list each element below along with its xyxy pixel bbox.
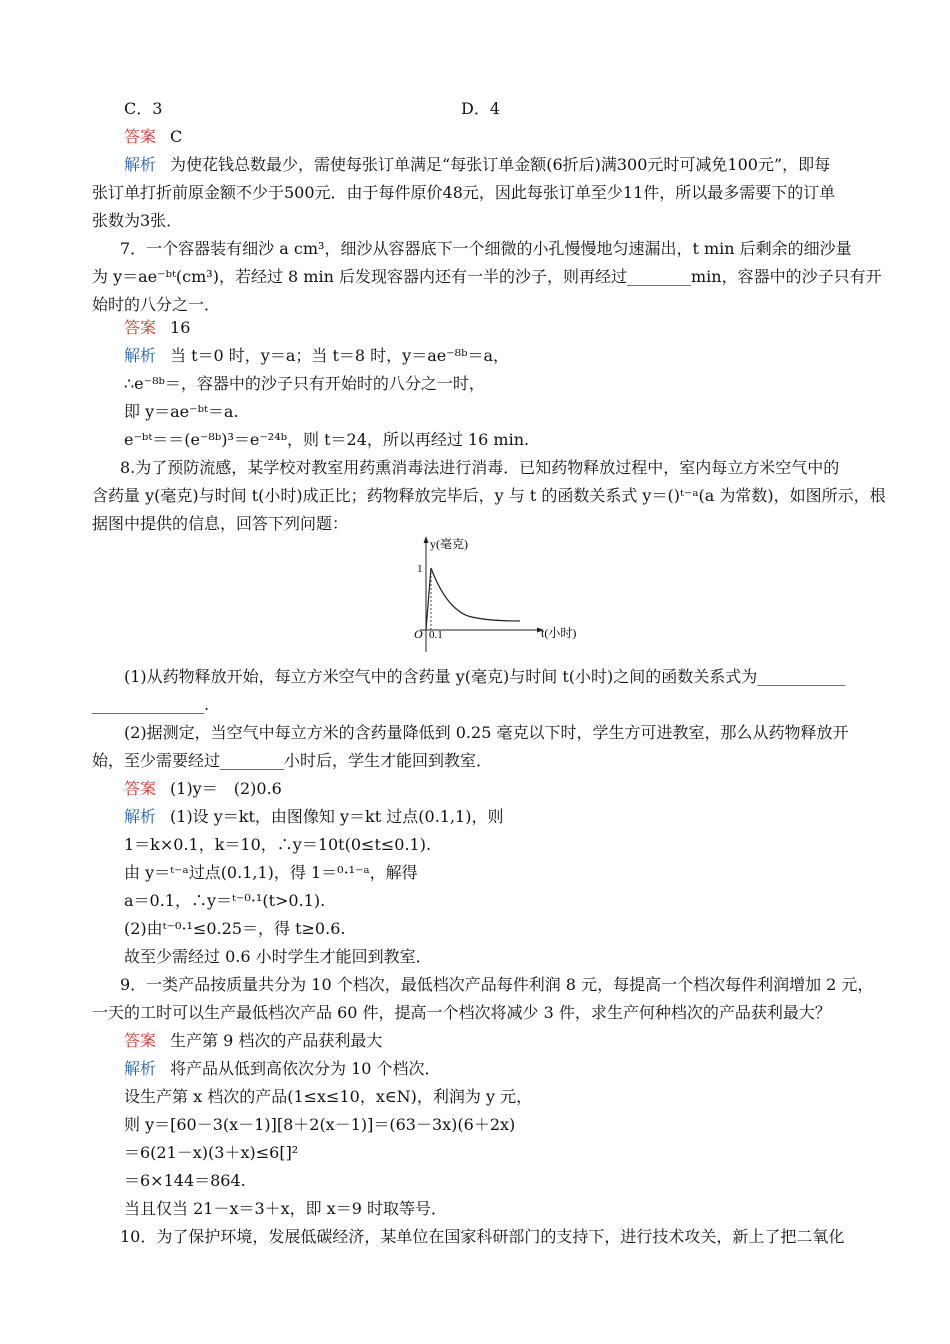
answer-value: C (170, 127, 183, 146)
analysis-line (124, 1059, 441, 1079)
answer-value: 16 (170, 318, 191, 337)
analysis-label: 解析 (124, 1059, 157, 1078)
question-9-stem: 9．一类产品按质量共分为 10 个档次，最低档次产品每件利润 8 元，每提高一个档次每件利润增加 2 元， (120, 975, 874, 994)
analysis-line: 则 y＝[60－3(x－1)][8＋2(x－1)]＝(63－3x)(6＋2x) (124, 1115, 516, 1134)
analysis-text: 将产品从低到高依次分为 10 个档次． (170, 1059, 441, 1078)
analysis-text: 为使花钱总数最少，需使每张订单满足“每张订单金额(6折后)满300元时可减免100元”，即每 (170, 155, 831, 174)
answer-label: 答案 (124, 318, 157, 337)
analysis-text: (1)设 y＝kt，由图像知 y＝kt 过点(0.1,1)，则 (170, 807, 504, 826)
decay-curve (431, 568, 520, 621)
analysis-line: 1＝k×0.1，k＝10，∴y＝10t(0≤t≤0.1). (124, 835, 432, 854)
question-8-part2: (2)据测定，当空气中每立方米的含药量降低到 0.25 毫克以下时，学生方可进教室，那么从药物释放开 (124, 723, 849, 742)
question-7-stem: 为 y＝ae⁻ᵇᵗ(cm³)，若经过 8 min 后发现容器内还有一半的沙子，则再经过________min，容器中的沙子只有开 (92, 267, 882, 286)
answer-label: 答案 (124, 127, 157, 146)
concentration-graph (400, 530, 590, 658)
analysis-line (124, 346, 509, 366)
answer-row-q6 (124, 127, 182, 147)
question-8-part2: 始，至少需要经过________小时后，学生才能回到教室． (92, 751, 493, 770)
origin-label: O (414, 627, 423, 641)
analysis-line: 张数为3张． (92, 211, 183, 230)
option-c: C．3 (124, 99, 163, 118)
y-axis-arrow (424, 536, 429, 543)
analysis-line: (2)由ᵗ⁻⁰·¹≤0.25＝，得 t≥0.6. (124, 919, 346, 938)
analysis-line: e⁻ᵇᵗ＝＝(e⁻⁸ᵇ)³＝e⁻²⁴ᵇ，则 t＝24，所以再经过 16 min. (124, 430, 530, 449)
question-8-stem: 据图中提供的信息，回答下列问题： (92, 514, 349, 533)
answer-label: 答案 (124, 779, 157, 798)
x-tick-label: 0.1 (429, 629, 443, 641)
option-d: D．4 (461, 99, 501, 118)
question-8-stem: 含药量 y(毫克)与时间 t(小时)成正比；药物释放完毕后，y 与 t 的函数关系式 y＝()ᵗ⁻ᵃ(a 为常数)，如图所示，根 (92, 486, 886, 505)
analysis-line: a＝0.1，∴y＝ᵗ⁻⁰·¹(t>0.1). (124, 891, 326, 910)
linear-segment (426, 568, 431, 630)
analysis-label: 解析 (124, 807, 157, 826)
analysis-text: 当 t＝0 时，y＝a；当 t＝8 时，y＝ae⁻⁸ᵇ＝a， (170, 346, 510, 365)
analysis-line: 当且仅当 21－x＝3＋x，即 x＝9 时取等号． (124, 1199, 448, 1218)
answer-row-q8 (124, 779, 282, 799)
question-7-stem: 始时的八分之一． (92, 295, 221, 314)
x-axis-label: t(小时) (541, 626, 577, 640)
question-8-part1: ______________. (92, 695, 210, 714)
analysis-line: 由 y＝ᵗ⁻ᵃ过点(0.1,1)，得 1＝⁰·¹⁻ᵃ，解得 (124, 863, 418, 882)
analysis-line: ＝6(21－x)(3＋x)≤6[]² (124, 1143, 299, 1162)
analysis-line (124, 155, 830, 175)
question-7-stem: 7．一个容器装有细沙 a cm³，细沙从容器底下一个细微的小孔慢慢地匀速漏出，t min 后剩余的细沙量 (120, 239, 852, 258)
analysis-line: 即 y＝ae⁻ᵇᵗ＝a. (124, 402, 239, 421)
analysis-line: 张订单打折前原金额不少于500元．由于每件原价48元，因此每张订单至少11件，所以最多需要下的订单 (92, 183, 836, 202)
y-axis-label: y(毫克) (430, 537, 468, 551)
analysis-line: ＝6×144＝864. (124, 1171, 246, 1190)
question-9-stem: 一天的工时可以生产最低档次产品 60 件，提高一个档次将减少 3 件，求生产何种档次的产品获利最大？ (92, 1003, 831, 1022)
question-8-part1: (1)从药物释放开始，每立方米空气中的含药量 y(毫克)与时间 t(小时)之间的函数关系式为___________ (124, 667, 846, 686)
question-8-stem: 8.为了预防流感，某学校对教室用药熏消毒法进行消毒．已知药物释放过程中，室内每立方米空气中的 (120, 458, 840, 477)
question-10-stem: 10．为了保护环境，发展低碳经济，某单位在国家科研部门的支持下，进行技术攻关，新上了把二氧化 (120, 1227, 845, 1246)
analysis-line (124, 807, 503, 827)
analysis-line: 设生产第 x 档次的产品(1≤x≤10，x∈N)，利润为 y 元， (124, 1087, 533, 1106)
answer-row-q9 (124, 1031, 382, 1051)
analysis-label: 解析 (124, 155, 157, 174)
answer-value: 生产第 9 档次的产品获利最大 (170, 1031, 383, 1050)
answer-row-q7 (124, 318, 190, 338)
analysis-line: ∴e⁻⁸ᵇ＝，容器中的沙子只有开始时的八分之一时， (124, 374, 485, 393)
analysis-label: 解析 (124, 346, 157, 365)
answer-value: (1)y＝ (2)0.6 (170, 779, 282, 798)
answer-label: 答案 (124, 1031, 157, 1050)
analysis-line: 故至少需经过 0.6 小时学生才能回到教室． (124, 947, 432, 966)
y-tick-label: 1 (417, 563, 423, 575)
